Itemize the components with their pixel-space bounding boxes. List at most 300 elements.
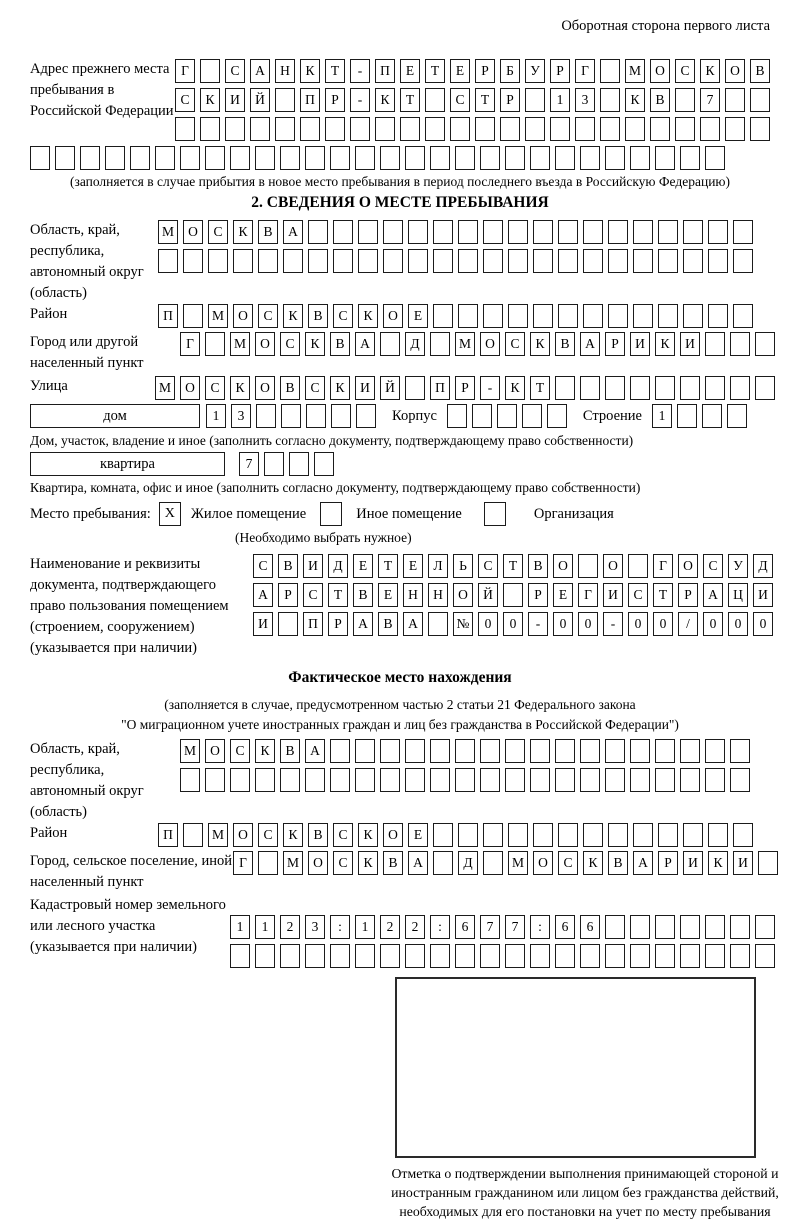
char-box: Р (278, 583, 298, 607)
char-box (155, 146, 175, 170)
char-box (633, 220, 653, 244)
char-box: Р (605, 332, 625, 356)
char-box: О (725, 59, 745, 83)
char-box: - (480, 376, 500, 400)
char-box (333, 249, 353, 273)
char-box: П (430, 376, 450, 400)
char-box (600, 117, 620, 141)
char-box (280, 768, 300, 792)
char-box: П (158, 823, 178, 847)
char-box (547, 404, 567, 428)
char-box: Т (503, 554, 523, 578)
prev-address-row-2 (175, 88, 770, 112)
char-box: С (305, 376, 325, 400)
char-box (80, 146, 100, 170)
char-box (433, 304, 453, 328)
char-box (605, 944, 625, 968)
char-box: И (733, 851, 753, 875)
char-box: О (255, 332, 275, 356)
char-box (730, 376, 750, 400)
char-box: С (333, 823, 353, 847)
char-box: В (308, 304, 328, 328)
char-box (480, 768, 500, 792)
char-box: 2 (405, 915, 425, 939)
char-box (630, 915, 650, 939)
char-box (558, 304, 578, 328)
char-box (433, 823, 453, 847)
char-box (355, 944, 375, 968)
char-box: № (453, 612, 473, 636)
char-box: А (283, 220, 303, 244)
char-box: Р (500, 88, 520, 112)
char-box: 0 (503, 612, 523, 636)
char-box: О (533, 851, 553, 875)
char-box (255, 944, 275, 968)
char-box (750, 88, 770, 112)
stroenie-label: Строение (582, 408, 642, 424)
checkbox-organization (484, 502, 506, 526)
char-box (205, 146, 225, 170)
char-box: М (230, 332, 250, 356)
char-box: - (350, 59, 370, 83)
char-box (755, 944, 775, 968)
char-box: Г (180, 332, 200, 356)
char-box: К (358, 851, 378, 875)
char-box: Г (653, 554, 673, 578)
char-box: А (353, 612, 373, 636)
char-box (625, 117, 645, 141)
char-box: Е (403, 554, 423, 578)
char-box: И (355, 376, 375, 400)
char-box (583, 220, 603, 244)
char-box (680, 768, 700, 792)
char-box: Н (428, 583, 448, 607)
char-box (683, 249, 703, 273)
char-box (677, 404, 697, 428)
char-box: Т (378, 554, 398, 578)
char-box (258, 249, 278, 273)
char-box: П (158, 304, 178, 328)
char-box: Й (380, 376, 400, 400)
document-row-1 (253, 554, 773, 578)
char-box (255, 768, 275, 792)
actual-city-row (233, 851, 778, 875)
char-box (480, 739, 500, 763)
char-box (680, 915, 700, 939)
checkbox-residential: X (159, 502, 181, 526)
char-box: Р (475, 59, 495, 83)
region-block (30, 220, 770, 304)
char-box (583, 823, 603, 847)
char-box: М (208, 304, 228, 328)
char-box (380, 944, 400, 968)
char-box (380, 768, 400, 792)
char-box (458, 304, 478, 328)
char-box (508, 823, 528, 847)
char-box (675, 88, 695, 112)
char-box: Е (353, 554, 373, 578)
char-box (430, 146, 450, 170)
char-box: Р (528, 583, 548, 607)
char-box (755, 915, 775, 939)
char-box: У (728, 554, 748, 578)
char-box (256, 404, 276, 428)
char-box (605, 915, 625, 939)
char-box: Е (408, 823, 428, 847)
char-box (308, 249, 328, 273)
stamp-caption: Отметка о подтверждении выполнения принимающей стороной и иностранным гражданином или лицом без гражданства действий, необходимых для его постановки на учет по месту пребывания (391, 1166, 779, 1219)
char-box (683, 220, 703, 244)
char-box: К (283, 304, 303, 328)
char-box (405, 146, 425, 170)
char-box: 1 (255, 915, 275, 939)
char-box: А (408, 851, 428, 875)
char-box: О (603, 554, 623, 578)
char-box (428, 612, 448, 636)
char-box: В (258, 220, 278, 244)
char-box (658, 304, 678, 328)
char-box (583, 304, 603, 328)
cadastral-label: Кадастровый номер земельного или лесного участка (указывается при наличии) (30, 897, 226, 955)
char-box (702, 404, 722, 428)
char-box (331, 404, 351, 428)
char-box: Й (478, 583, 498, 607)
char-box (655, 739, 675, 763)
char-box: Р (455, 376, 475, 400)
char-box (425, 117, 445, 141)
char-box (230, 146, 250, 170)
char-box (730, 915, 750, 939)
char-box: Б (500, 59, 520, 83)
char-box (525, 88, 545, 112)
char-box (758, 851, 778, 875)
char-box (105, 146, 125, 170)
option-residential-label: Жилое помещение (190, 505, 307, 522)
char-box (405, 739, 425, 763)
char-box (455, 768, 475, 792)
char-box (475, 117, 495, 141)
char-box: К (358, 823, 378, 847)
char-box: К (330, 376, 350, 400)
char-box (580, 146, 600, 170)
char-box (533, 823, 553, 847)
cadastral-row-1 (230, 915, 775, 939)
char-box: П (303, 612, 323, 636)
district-row (158, 304, 753, 328)
char-box: К (583, 851, 603, 875)
char-box (300, 117, 320, 141)
char-box (555, 768, 575, 792)
char-box (400, 117, 420, 141)
char-box (705, 376, 725, 400)
char-box (608, 249, 628, 273)
char-box: В (353, 583, 373, 607)
char-box: У (525, 59, 545, 83)
char-box (630, 376, 650, 400)
char-box (630, 146, 650, 170)
char-box (380, 146, 400, 170)
street-label: Улица (30, 378, 68, 394)
char-box: О (383, 823, 403, 847)
char-box (555, 739, 575, 763)
char-box (655, 915, 675, 939)
char-box (705, 146, 725, 170)
char-box (305, 768, 325, 792)
char-box (280, 146, 300, 170)
region-row-1 (158, 220, 770, 244)
char-box (205, 332, 225, 356)
char-box: М (455, 332, 475, 356)
char-box: 0 (753, 612, 773, 636)
char-box (200, 117, 220, 141)
char-box (405, 944, 425, 968)
char-box: Т (530, 376, 550, 400)
region-label: Область, край, республика, автономный округ (область) (30, 222, 144, 301)
char-box: 6 (455, 915, 475, 939)
char-box: В (378, 612, 398, 636)
char-box: С (478, 554, 498, 578)
char-box (205, 768, 225, 792)
char-box: С (628, 583, 648, 607)
char-box: А (580, 332, 600, 356)
option-organization-label: Организация (533, 505, 614, 522)
char-box: М (155, 376, 175, 400)
char-box (358, 249, 378, 273)
char-box (330, 739, 350, 763)
char-box (375, 117, 395, 141)
char-box (405, 376, 425, 400)
char-box: К (300, 59, 320, 83)
char-box: С (703, 554, 723, 578)
char-box (680, 739, 700, 763)
char-box (555, 376, 575, 400)
char-box (708, 220, 728, 244)
char-box (630, 944, 650, 968)
char-box (683, 304, 703, 328)
city-label: Город или другой населенный пункт (30, 334, 144, 371)
district-block (30, 304, 770, 328)
char-box (175, 117, 195, 141)
stay-place-hint: (Необходимо выбрать нужное) (235, 530, 412, 545)
char-box: К (708, 851, 728, 875)
char-box (333, 220, 353, 244)
char-box (508, 220, 528, 244)
char-box (305, 146, 325, 170)
char-box: С (675, 59, 695, 83)
char-box (630, 739, 650, 763)
char-box: В (280, 739, 300, 763)
char-box (730, 332, 750, 356)
stroenie-boxes (652, 404, 747, 428)
char-box (680, 944, 700, 968)
char-box: Т (653, 583, 673, 607)
actual-district-block (30, 823, 770, 847)
char-box (383, 220, 403, 244)
char-box (733, 304, 753, 328)
char-box (733, 823, 753, 847)
char-box (608, 304, 628, 328)
char-box (608, 823, 628, 847)
char-box: В (330, 332, 350, 356)
char-box (225, 117, 245, 141)
char-box: И (753, 583, 773, 607)
house-caption: Дом, участок, владение и иное (заполнить согласно документу, подтверждающему право собственности) (30, 433, 634, 448)
char-box (630, 768, 650, 792)
char-box: С (333, 304, 353, 328)
char-box: О (650, 59, 670, 83)
char-box (408, 249, 428, 273)
apartment-row (30, 452, 770, 476)
char-box (755, 332, 775, 356)
char-box (628, 554, 648, 578)
region-row-2 (158, 249, 770, 273)
char-box: К (200, 88, 220, 112)
char-box: 1 (355, 915, 375, 939)
char-box (655, 146, 675, 170)
char-box: 7 (480, 915, 500, 939)
char-box (633, 823, 653, 847)
char-box (675, 117, 695, 141)
char-box: В (528, 554, 548, 578)
char-box (458, 220, 478, 244)
char-box: В (383, 851, 403, 875)
char-box (583, 249, 603, 273)
char-box (130, 146, 150, 170)
char-box: С (258, 823, 278, 847)
char-box (555, 944, 575, 968)
char-box: Г (578, 583, 598, 607)
prev-address-row-1 (175, 59, 770, 83)
char-box: - (528, 612, 548, 636)
char-box: : (330, 915, 350, 939)
char-box (608, 220, 628, 244)
char-box: Р (325, 88, 345, 112)
char-box (433, 249, 453, 273)
char-box: В (555, 332, 575, 356)
prev-address-label: Адрес прежнего места пребывания в Российской Федерации (30, 61, 174, 119)
char-box (250, 117, 270, 141)
city-row (180, 332, 775, 356)
char-box (458, 823, 478, 847)
char-box: В (308, 823, 328, 847)
char-box: О (383, 304, 403, 328)
char-box (605, 768, 625, 792)
section2-title: 2. СВЕДЕНИЯ О МЕСТЕ ПРЕБЫВАНИЯ (251, 194, 549, 211)
char-box (655, 944, 675, 968)
char-box: Е (450, 59, 470, 83)
char-box (555, 146, 575, 170)
actual-city-block (30, 851, 770, 893)
char-box (605, 376, 625, 400)
char-box (530, 768, 550, 792)
char-box (430, 739, 450, 763)
char-box (558, 823, 578, 847)
char-box (578, 554, 598, 578)
char-box (430, 944, 450, 968)
char-box: Т (475, 88, 495, 112)
char-box: Е (400, 59, 420, 83)
option-other-premises-label: Иное помещение (356, 505, 462, 522)
char-box: И (680, 332, 700, 356)
char-box: К (233, 220, 253, 244)
char-box (447, 404, 467, 428)
char-box (430, 768, 450, 792)
char-box: К (505, 376, 525, 400)
char-box: А (355, 332, 375, 356)
char-box (208, 249, 228, 273)
char-box (733, 220, 753, 244)
char-box: О (180, 376, 200, 400)
char-box: В (650, 88, 670, 112)
char-box (708, 823, 728, 847)
apartment-caption: Квартира, комната, офис и иное (заполнить согласно документу, подтверждающему право собственности) (30, 480, 641, 495)
char-box: Г (175, 59, 195, 83)
char-box (30, 146, 50, 170)
char-box: О (233, 823, 253, 847)
char-box: К (625, 88, 645, 112)
char-box (505, 739, 525, 763)
char-box (455, 146, 475, 170)
char-box: Д (405, 332, 425, 356)
char-box (275, 88, 295, 112)
char-box: П (300, 88, 320, 112)
char-box: Е (378, 583, 398, 607)
char-box: - (350, 88, 370, 112)
char-box: А (253, 583, 273, 607)
char-box (483, 823, 503, 847)
char-box: С (253, 554, 273, 578)
char-box: 7 (700, 88, 720, 112)
char-box (750, 117, 770, 141)
char-box: М (208, 823, 228, 847)
char-box (380, 739, 400, 763)
char-box: О (308, 851, 328, 875)
char-box: О (480, 332, 500, 356)
char-box: Ь (453, 554, 473, 578)
apartment-boxes (239, 452, 334, 476)
char-box (455, 739, 475, 763)
char-box (230, 944, 250, 968)
char-box (658, 823, 678, 847)
actual-region-label: Область, край, республика, автономный округ (область) (30, 741, 144, 820)
char-box: / (678, 612, 698, 636)
char-box (730, 768, 750, 792)
actual-district-row (158, 823, 753, 847)
char-box: В (750, 59, 770, 83)
char-box: 6 (555, 915, 575, 939)
char-box: И (303, 554, 323, 578)
char-box: Е (553, 583, 573, 607)
char-box (358, 220, 378, 244)
char-box (233, 249, 253, 273)
char-box (330, 944, 350, 968)
char-box: О (205, 739, 225, 763)
char-box: В (278, 554, 298, 578)
actual-region-row-1 (180, 739, 770, 763)
char-box: Н (403, 583, 423, 607)
char-box (605, 146, 625, 170)
char-box (380, 332, 400, 356)
house-number-boxes (206, 404, 376, 428)
char-box (705, 768, 725, 792)
char-box: О (678, 554, 698, 578)
char-box: И (630, 332, 650, 356)
char-box (275, 117, 295, 141)
house-row (30, 404, 770, 429)
char-box: - (603, 612, 623, 636)
char-box (433, 851, 453, 875)
char-box: С (225, 59, 245, 83)
